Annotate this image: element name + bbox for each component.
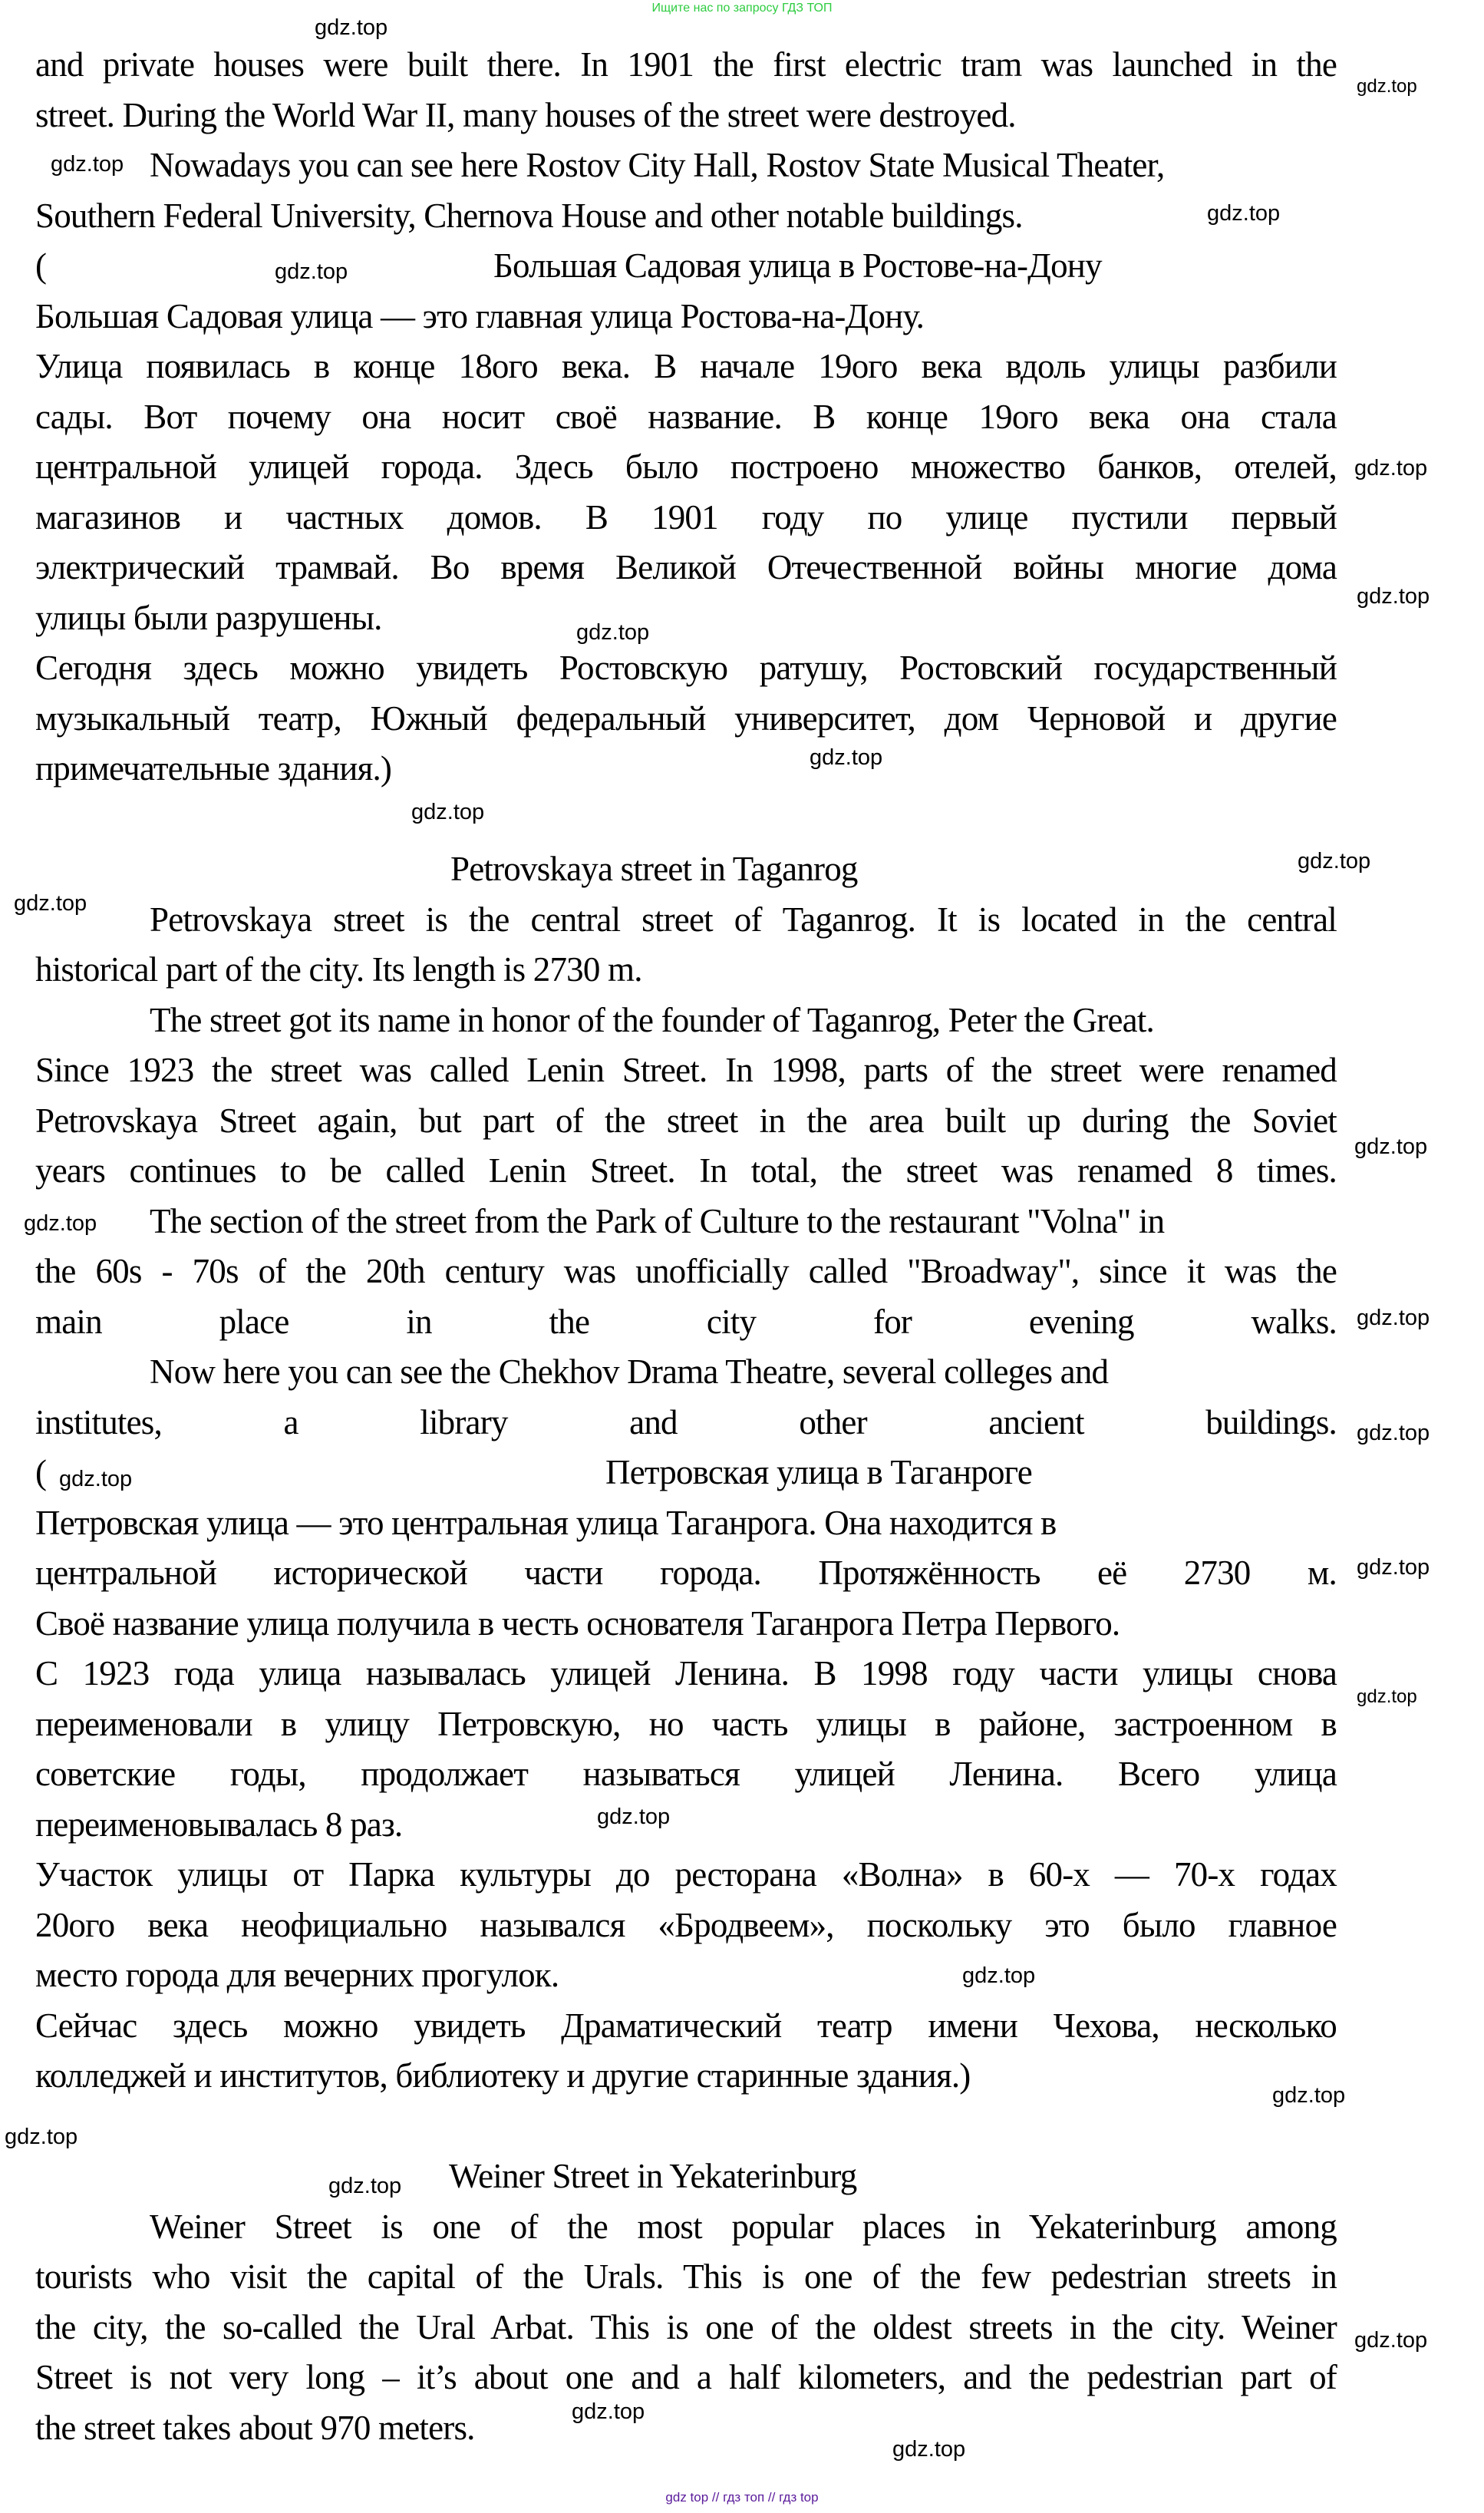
watermark: gdz.top [1357,76,1417,97]
text-line: Since 1923 the street was called Lenin Street. In 1998, parts of the street were renamed [35,1051,1337,1089]
text-line: main place in the city for evening walks. [35,1302,1337,1341]
text-line: сады. Вот почему она носит своё название. В конце 19ого века она стала [35,397,1337,436]
text-line: Weiner Street is one of the most popular places in Yekaterinburg among [150,2207,1337,2246]
text-line: Сейчас здесь можно увидеть Драматический театр имени Чехова, несколько [35,2006,1337,2045]
section-heading: Петровская улица в Таганроге [605,1453,1032,1491]
site-banner: Ищите нас по запросу ГДЗ ТОП [651,2,833,15]
text-line: переименовали в улицу Петровскую, но часть улицы в районе, застроенном в [35,1704,1337,1743]
text-line: 20ого века неофициально назывался «Бродвеем», поскольку это было главное [35,1905,1337,1944]
watermark: gdz.top [59,1467,133,1491]
text-line: the 60s - 70s of the 20th century was unofficially called "Broadway", since it was the [35,1252,1337,1290]
watermark: gdz.top [5,2125,78,2149]
text-line: переименовывалась 8 раз. [35,1805,403,1844]
site-footer: gdz top // гдз топ // гдз top [665,2490,819,2505]
watermark: gdz.top [572,2399,645,2424]
text-line: Street is not very long – it’s about one and a half kilometers, and the pedestrian part of [35,2358,1337,2396]
text-line: Петровская улица — это центральная улица Таганрога. Она находится в [35,1503,1057,1542]
watermark: gdz.top [1357,1306,1430,1330]
text-line: колледжей и институтов, библиотеку и другие старинные здания.) [35,2056,971,2095]
watermark: gdz.top [411,800,485,824]
text-line: Своё название улица получила в честь основателя Таганрога Петра Первого. [35,1603,1120,1643]
text-line: years continues to be called Lenin Street. In total, the street was renamed 8 times. [35,1151,1337,1190]
text-line: the street takes about 970 meters. [35,2408,475,2447]
text-line: The street got its name in honor of the founder of Taganrog, Peter the Great. [150,1000,1154,1039]
watermark: gdz.top [810,745,883,770]
text-line: ( [35,1453,47,1491]
watermark: gdz.top [1272,2083,1346,2108]
text-line: примечательные здания.) [35,749,392,788]
watermark: gdz.top [315,15,388,40]
text-line: Большая Садовая улица — это главная улица Ростова-на-Дону. [35,296,925,335]
text-line: historical part of the city. Its length is 2730 m. [35,950,642,989]
text-line: Petrovskaya street is the central street of Taganrog. It is located in the central [150,900,1337,939]
watermark: gdz.top [892,2437,966,2462]
watermark: gdz.top [1298,849,1371,873]
text-line: С 1923 года улица называлась улицей Ленина. В 1998 году части улицы снова [35,1654,1337,1692]
watermark: gdz.top [576,620,650,645]
text-line: street. During the World War II, many houses of the street were destroyed. [35,95,1016,134]
text-line: Petrovskaya Street again, but part of the street in the area built up during the Soviet [35,1101,1337,1140]
watermark: gdz.top [1357,584,1430,609]
text-line: электрический трамвай. Во время Великой Отечественной войны многие дома [35,548,1337,586]
text-line: The section of the street from the Park of Culture to the restaurant "Volna" in [150,1201,1165,1240]
watermark: gdz.top [1207,201,1281,226]
text-line: советские годы, продолжает называться улицей Ленина. Всего улица [35,1755,1337,1793]
watermark: gdz.top [1357,1555,1430,1580]
watermark: gdz.top [1357,1686,1417,1707]
text-line: tourists who visit the capital of the Urals. This is one of the few pedestrian streets in [35,2257,1337,2296]
text-line: Участок улицы от Парка культуры до ресторана «Волна» в 60-х — 70-х годах [35,1855,1337,1894]
watermark: gdz.top [14,891,87,916]
watermark: gdz.top [24,1211,97,1236]
watermark: gdz.top [51,152,124,177]
text-line: музыкальный театр, Южный федеральный университет, дом Черновой и другие [35,698,1337,738]
watermark: gdz.top [275,259,348,284]
text-line: Сегодня здесь можно увидеть Ростовскую ратушу, Ростовский государственный [35,649,1337,687]
text-line: магазинов и частных домов. В 1901 году по улице пустили первый [35,497,1337,537]
section-heading: Petrovskaya street in Taganrog [450,850,858,888]
watermark: gdz.top [962,1963,1036,1988]
text-line: Nowadays you can see here Rostov City Hall, Rostov State Musical Theater, [150,146,1165,184]
text-line: the city, the so-called the Ural Arbat. This is one of the oldest streets in the city. Weiner [35,2307,1337,2346]
watermark: gdz.top [1354,456,1428,480]
watermark: gdz.top [328,2174,402,2198]
text-line: улицы были разрушены. [35,598,382,637]
watermark: gdz.top [1354,1134,1428,1159]
text-line: центральной исторической части города. Протяжённость её 2730 м. [35,1554,1337,1592]
section-heading: Большая Садовая улица в Ростове-на-Дону [493,246,1102,285]
text-line: Now here you can see the Chekhov Drama Theatre, several colleges and [150,1352,1109,1391]
text-line: Southern Federal University, Chernova House and other notable buildings. [35,196,1023,235]
watermark: gdz.top [1357,1421,1430,1445]
text-line: and private houses were built there. In 1901 the first electric tram was launched in the [35,45,1337,84]
text-line: место города для вечерних прогулок. [35,1956,559,1994]
section-heading: Weiner Street in Yekaterinburg [449,2157,857,2195]
text-line: institutes, a library and other ancient buildings. [35,1402,1337,1441]
text-line: центральной улицей города. Здесь было построено множество банков, отелей, [35,447,1337,486]
text-line: ( [35,246,47,285]
watermark: gdz.top [1354,2328,1428,2353]
watermark: gdz.top [597,1805,671,1829]
text-line: Улица появилась в конце 18ого века. В начале 19ого века вдоль улицы разбили [35,347,1337,385]
